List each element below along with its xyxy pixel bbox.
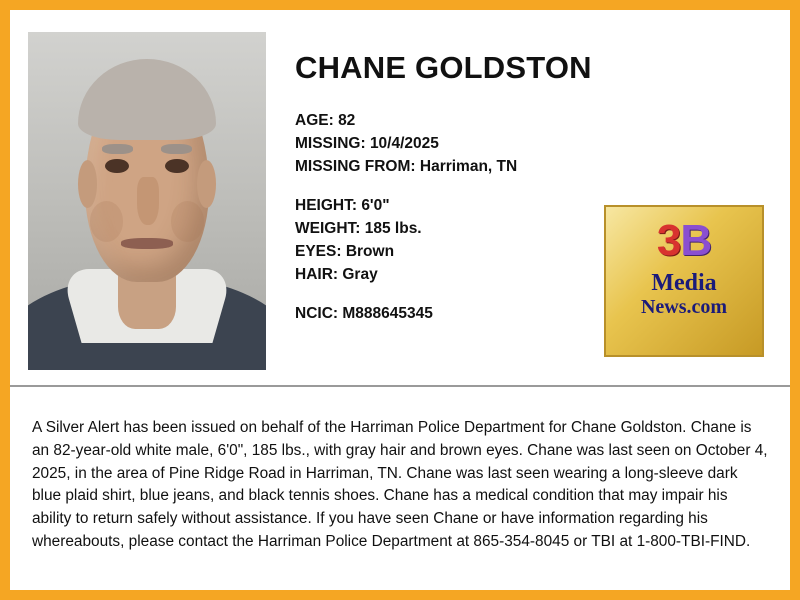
field-missing-date-label: MISSING: <box>295 135 366 152</box>
logo-row-brand <box>606 216 762 265</box>
logo-news-text: News.com <box>640 296 728 319</box>
missing-person-photo <box>28 32 266 370</box>
field-eyes-label: EYES: <box>295 243 342 260</box>
media-outlet-logo <box>604 205 764 357</box>
photo-eyebrow-left <box>102 144 133 154</box>
field-missing-date <box>295 135 775 153</box>
field-age <box>295 112 775 130</box>
photo-mouth <box>121 238 173 249</box>
field-hair-label: HAIR: <box>295 266 339 283</box>
photo-ear-right <box>197 160 216 207</box>
section-divider <box>10 385 790 387</box>
photo-cheek-left <box>90 201 123 242</box>
photo-cheek-right <box>171 201 204 242</box>
field-missing-from <box>295 158 775 176</box>
photo-eye-left <box>105 159 129 173</box>
missing-person-poster <box>10 10 790 590</box>
field-weight-label: WEIGHT: <box>295 220 361 237</box>
page-title: CHANE GOLDSTON <box>295 50 592 85</box>
field-missing-from-value: Harriman, TN <box>419 158 518 175</box>
logo-three: 3 <box>656 216 681 265</box>
photo-eye-right <box>165 159 189 173</box>
field-height-value: 6'0" <box>361 197 390 214</box>
field-age-label: AGE: <box>295 112 334 129</box>
logo-b: B <box>680 216 712 265</box>
field-ncic-label: NCIC: <box>295 305 339 322</box>
logo-media-text: Media <box>651 270 717 296</box>
alert-narrative: A Silver Alert has been issued on behalf of the Harriman Police Department for Chane Goldston. Chane is an 82-year-old white male, 6'0", 185 lbs., with gray hair and brown eyes. Chane was last seen on October 4, 2025, in the area of Pine Ridge Road in Harriman, TN. Chane was last seen wearing a long-sleeve dark blue plaid shirt, blue jeans, and black tennis shoes. Chane has a medical condition that may impair his ability to return safely without assistance. If you have seen Chane or have information regarding his whereabouts, please contact the Harriman Police Department at 865-354-8045 or TBI at 1-800-TBI-FIND. <box>32 419 768 550</box>
field-weight-value: 185 lbs. <box>364 220 422 237</box>
photo-eyebrow-right <box>161 144 192 154</box>
field-height-label: HEIGHT: <box>295 197 357 214</box>
field-eyes-value: Brown <box>345 243 395 260</box>
photo-nose <box>137 177 158 224</box>
field-missing-from-label: MISSING FROM: <box>295 158 416 175</box>
poster-top-section <box>10 10 790 385</box>
field-missing-date-value: 10/4/2025 <box>369 135 439 152</box>
field-hair-value: Gray <box>342 266 378 283</box>
field-age-value: 82 <box>338 112 356 129</box>
field-ncic-value: M888645345 <box>342 305 433 322</box>
photo-ear-left <box>78 160 97 207</box>
details-spacer-1 <box>295 181 775 197</box>
